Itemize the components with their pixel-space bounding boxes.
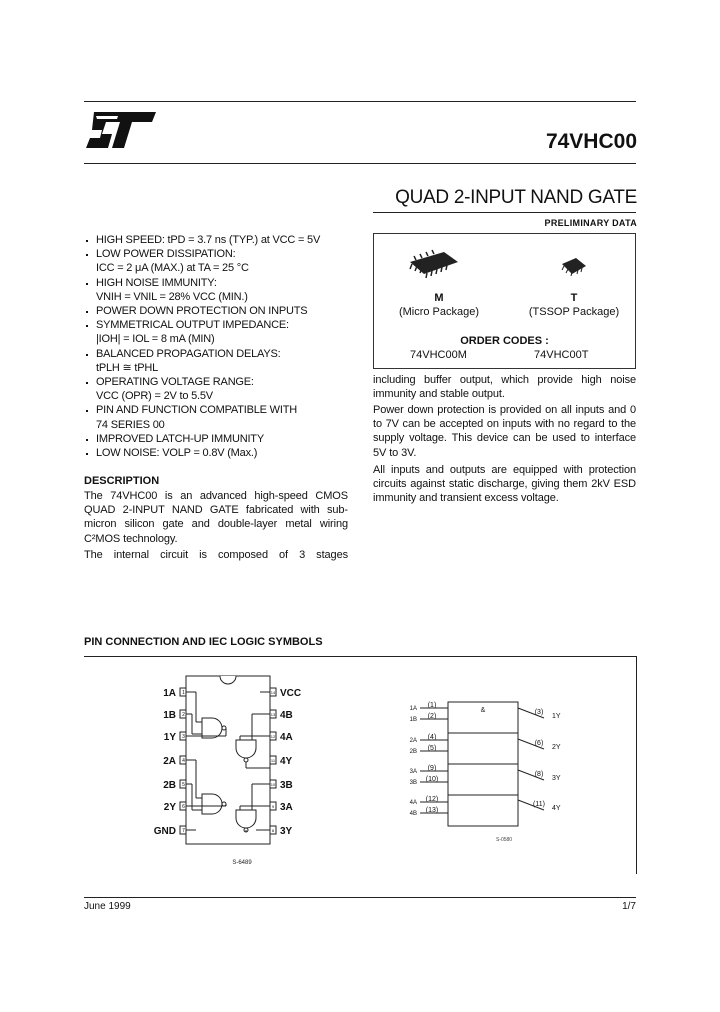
dip-pin-label: GND <box>153 826 176 837</box>
feature-item: IMPROVED LATCH-UP IMMUNITY <box>84 432 374 446</box>
order-code-m: 74VHC00M <box>410 349 467 361</box>
feature-item: |IOH| = IOL = 8 mA (MIN) <box>96 333 215 346</box>
iec-ref-label: S-0580 <box>495 837 513 843</box>
pin-box-right <box>636 656 637 874</box>
feature-item: VCC (OPR) = 2V to 5.5V <box>96 390 213 403</box>
dip-pin-number: 3 <box>182 734 185 740</box>
micro-package-icon <box>404 248 464 284</box>
iec-input-number: (1) <box>427 702 437 709</box>
dip-pin-number: 13 <box>270 712 276 717</box>
feature-item: HIGH SPEED: tPD = 3.7 ns (TYP.) at VCC = 5V <box>84 233 374 247</box>
micro-package-code: M <box>434 292 444 304</box>
dip-pin-number: 7 <box>182 828 185 834</box>
dip-pin-number: 9 <box>271 804 275 809</box>
iec-logic-symbol <box>410 702 561 843</box>
iec-output-number: (11) <box>533 801 545 808</box>
dip-pin-number: 14 <box>270 690 276 695</box>
iec-output-number: (8) <box>534 771 544 778</box>
dip-pin-label: 2B <box>163 780 176 791</box>
feature-item: BALANCED PROPAGATION DELAYS: <box>84 347 374 361</box>
feature-item: POWER DOWN PROTECTION ON INPUTS <box>84 304 374 318</box>
iec-input-number: (12) <box>425 796 439 803</box>
description-p1: The 74VHC00 is an advanced high-speed CMOS QUAD 2-INPUT NAND GATE fabricated with sub-micron silicon gate and double-layer metal wiring C²MOS technology. <box>84 490 348 545</box>
iec-output-number: (3) <box>534 709 544 716</box>
dip-pin-label: VCC <box>280 688 302 699</box>
feature-item: SYMMETRICAL OUTPUT IMPEDANCE: <box>84 318 374 332</box>
iec-input-number: (10) <box>425 776 439 783</box>
dip-pin-number: 8 <box>271 828 275 833</box>
device-title: QUAD 2-INPUT NAND GATE <box>395 187 637 208</box>
dip-pin-label: 4B <box>280 710 293 721</box>
dip-pin-number: 6 <box>182 804 185 810</box>
feature-item: HIGH NOISE IMMUNITY: <box>84 276 374 290</box>
iec-output-number: (6) <box>534 740 544 747</box>
iec-input-number: (2) <box>427 713 437 720</box>
iec-and-symbol: & <box>480 707 486 714</box>
title-rule <box>373 212 636 213</box>
tssop-package-code: T <box>570 292 578 304</box>
dip-pin-label: 1Y <box>163 732 176 743</box>
footer-date: June 1999 <box>84 901 131 912</box>
st-logo <box>84 104 164 154</box>
dip-pin-number: 5 <box>182 782 185 788</box>
iec-input-label: 4A <box>409 800 417 806</box>
iec-input-label: 4B <box>409 811 417 817</box>
dip-pin-label: 3A <box>280 802 293 813</box>
description-p4: Power down protection is provided on all inputs and 0 to 7V can be accepted on inputs with no regard to the supply voltage. This device can be used to interface 5V to 3V. <box>373 404 636 459</box>
feature-item: tPLH ≅ tPHL <box>96 361 159 374</box>
iec-input-label: 2A <box>409 738 417 744</box>
feature-item: ICC = 2 μA (MAX.) at TA = 25 °C <box>96 262 249 275</box>
iec-input-label: 1B <box>409 717 417 723</box>
footer-page: 1/7 <box>622 901 636 912</box>
iec-input-label: 3B <box>409 780 417 786</box>
iec-output-label: 2Y <box>552 744 561 751</box>
dip-pin-label: 1A <box>163 688 176 699</box>
dip-pin-label: 2A <box>163 756 176 767</box>
feature-item: PIN AND FUNCTION COMPATIBLE WITH <box>84 403 374 417</box>
iec-output-label: 3Y <box>552 775 561 782</box>
pin-section-heading: PIN CONNECTION AND IEC LOGIC SYMBOLS <box>84 636 323 648</box>
preliminary-label: PRELIMINARY DATA <box>544 218 637 228</box>
description-p2: The internal circuit is composed of 3 stages <box>84 549 348 561</box>
package-box <box>373 233 636 369</box>
dip-pin-number: 1 <box>182 690 185 696</box>
iec-input-label: 2B <box>409 749 417 755</box>
iec-input-label: 3A <box>409 769 417 775</box>
footer-rule <box>84 897 636 898</box>
dip-package <box>154 676 301 866</box>
header-rule-top <box>84 101 636 102</box>
tssop-package-icon <box>556 254 590 282</box>
dip-pin-label: 3B <box>280 780 293 791</box>
st-logo-icon <box>84 104 164 154</box>
iec-input-number: (5) <box>427 745 437 752</box>
feature-item: OPERATING VOLTAGE RANGE: <box>84 375 374 389</box>
feature-item: VNIH = VNIL = 28% VCC (MIN.) <box>96 290 248 303</box>
order-codes-title: ORDER CODES : <box>460 335 549 347</box>
dip-pin-number: 10 <box>270 782 276 787</box>
dip-ref-label: S-6489 <box>232 860 252 866</box>
dip-pin-label: 1B <box>163 710 176 721</box>
feature-item: LOW POWER DISSIPATION: <box>84 247 374 261</box>
dip-pin-number: 12 <box>270 734 276 739</box>
pin-diagrams <box>84 656 636 876</box>
iec-input-number: (13) <box>425 807 439 814</box>
iec-input-label: 1A <box>409 706 417 712</box>
description-p3: including buffer output, which provide high noise immunity and stable output. <box>373 374 636 401</box>
part-number: 74VHC00 <box>545 130 637 153</box>
header-rule-bottom <box>84 163 636 164</box>
tssop-package-name: (TSSOP Package) <box>528 306 620 318</box>
iec-input-number: (4) <box>427 734 437 741</box>
dip-pin-label: 3Y <box>280 826 293 837</box>
iec-input-number: (9) <box>427 765 437 772</box>
order-code-t: 74VHC00T <box>534 349 589 361</box>
micro-package-name: (Micro Package) <box>398 306 480 318</box>
feature-item: 74 SERIES 00 <box>96 418 165 431</box>
dip-pin-number: 11 <box>270 758 276 763</box>
dip-pin-label: 2Y <box>163 802 176 813</box>
dip-pin-label: 4A <box>280 732 293 743</box>
feature-list <box>84 233 374 460</box>
description-p5: All inputs and outputs are equipped with protection circuits against static discharge, giving them 2kV ESD immunity and transient excess voltage. <box>373 464 636 505</box>
description-heading: DESCRIPTION <box>84 475 160 487</box>
dip-pin-number: 2 <box>182 712 185 718</box>
iec-output-label: 4Y <box>552 805 561 812</box>
feature-item: LOW NOISE: VOLP = 0.8V (Max.) <box>84 446 374 460</box>
iec-output-label: 1Y <box>552 713 561 720</box>
dip-pin-number: 4 <box>182 758 185 764</box>
dip-pin-label: 4Y <box>280 756 293 767</box>
